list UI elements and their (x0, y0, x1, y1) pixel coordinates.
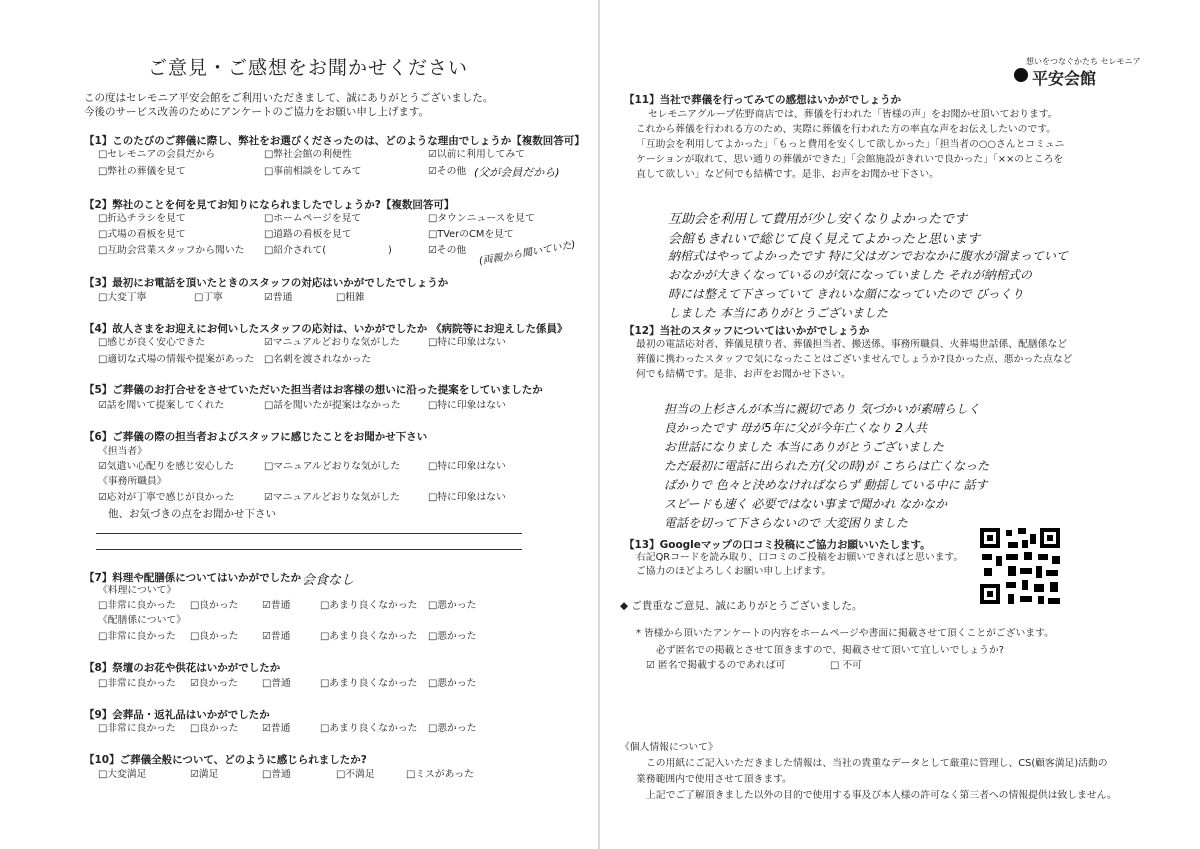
q7-handwritten-note: 会食なし (302, 573, 355, 588)
q8-opt-3[interactable]: □普通 (262, 678, 291, 689)
q9-opt-1[interactable]: □非常に良かった (98, 723, 176, 734)
q8-opt-4[interactable]: □あまり良くなかった (320, 678, 418, 689)
q9-opt-3[interactable]: ☑普通 (262, 723, 291, 734)
right-page (600, 0, 1200, 849)
publish-line-1: * 皆様から頂いたアンケートの内容をホームページや書面に掲載させて頂くことがございます。 (636, 628, 1054, 639)
q4-opt-4[interactable]: □適切な式場の情報や提案があった (98, 354, 255, 365)
q7-sub-food: 《料理について》 (98, 585, 177, 596)
q1-opt-6[interactable]: ☑その他 (428, 166, 467, 177)
q3-opt-1[interactable]: □大変丁寧 (98, 292, 147, 303)
publish-line-2: 必ず匿名での掲載とさせて頂きますので、掲載させて頂いて宜しいでしょうか? (656, 645, 1004, 656)
q12-answer-line-1: 担当の上杉さんが本当に親切であり 気づかいが素晴らしく (664, 402, 980, 416)
q6-opt2-3[interactable]: □特に印象はない (428, 492, 506, 503)
q11-text-3: 「互助会を利用してよかった」「もっと費用を安くして欲しかった」「担当者の○○さんとコミュニ (636, 139, 1065, 150)
q6-other-prompt: 他、お気づきの点をお聞かせ下さい (108, 508, 276, 520)
q8-opt-1[interactable]: □非常に良かった (98, 678, 176, 689)
q2-opt-8-close: ) (388, 245, 392, 256)
q1-handwritten-note: (父が会員だから) (474, 166, 560, 179)
q12-answer-line-4: ただ最初に電話に出られた方(父の時)が こちらは亡くなった (664, 459, 990, 473)
q6-opt1-3[interactable]: □特に印象はない (428, 461, 506, 472)
q7-opt2-3[interactable]: ☑普通 (262, 631, 291, 642)
q11-answer-line-1: 互助会を利用して費用が少し安くなりよかったです (668, 212, 968, 227)
q7-opt1-4[interactable]: □あまり良くなかった (320, 600, 418, 611)
privacy-text-1: この用紙にご記入いただきました情報は、当社の貴重なデータとして厳重に管理し、CS(顧客満足)活動の (646, 758, 1108, 769)
q11-answer-line-3: 納棺式はやってよかったです 特に父はガンでおなかに腹水が溜まっていて (668, 249, 1068, 263)
q13-label: 【13】Googleマップの口コミ投稿にご協力お願いいたします。 (624, 539, 931, 551)
q1-opt-3[interactable]: ☑以前に利用してみて (428, 149, 525, 160)
q10-opt-3[interactable]: □普通 (262, 769, 291, 780)
q1-label: 【1】このたびのご葬儀に際し、弊社をお選びくださったのは、どのような理由でしょうか【複数回答可】 (84, 135, 585, 147)
q4-label: 【4】故人さまをお迎えにお伺いしたスタッフの応対は、いかがでしたか 《病院等にお迎えした係員》 (84, 323, 568, 335)
q2-opt-7[interactable]: □互助会営業スタッフから聞いた (98, 245, 245, 256)
q12-answer-line-6: スピードも速く 必要ではない事まで聞かれ なかなか (664, 497, 948, 511)
q4-opt-1[interactable]: □感じが良く安心できた (98, 337, 206, 348)
q12-text-2: 葬儀に携わったスタッフで気になったことはございませんでしょうか?良かった点、悪かった点など (636, 354, 1073, 365)
q1-opt-1[interactable]: □セレモニアの会員だから (98, 149, 216, 160)
answer-line (96, 549, 522, 550)
q11-text-5: 直して欲しい」など何でも結構です。是非、お声をお聞かせ下さい。 (636, 169, 939, 180)
q2-opt-2[interactable]: □ホームページを見て (264, 213, 362, 224)
q10-opt-2[interactable]: ☑満足 (190, 769, 219, 780)
q12-text-3: 何でも結構です。是非、お声をお聞かせ下さい。 (636, 369, 851, 380)
q6-opt1-1[interactable]: ☑気遣い心配りを感じ安心した (98, 461, 235, 472)
q7-opt1-5[interactable]: □悪かった (428, 600, 477, 611)
q10-opt-5[interactable]: □ミスがあった (406, 769, 474, 780)
q7-opt1-2[interactable]: □良かった (190, 600, 239, 611)
q4-opt-2[interactable]: ☑マニュアルどおりな気がした (264, 337, 400, 348)
q12-answer-line-5: ばかりで 色々と決めなければならず 動揺している中に 話す (664, 478, 988, 492)
q3-label: 【3】最初にお電話を頂いたときのスタッフの対応はいかがでしたでしょうか (84, 277, 449, 289)
q9-opt-5[interactable]: □悪かった (428, 723, 477, 734)
q2-opt-8[interactable]: □紹介されて( (264, 245, 327, 256)
q2-opt-4[interactable]: □式場の看板を見て (98, 229, 186, 240)
q6-label: 【6】ご葬儀の際の担当者およびスタッフに感じたことをお聞かせ下さい (84, 431, 428, 443)
thanks-text: ◆ ご貴重なご意見、誠にありがとうございました。 (620, 600, 863, 612)
q11-label: 【11】当社で葬儀を行ってみての感想はいかがでしょうか (624, 94, 902, 106)
q7-opt2-5[interactable]: □悪かった (428, 631, 477, 642)
q11-answer-line-4: おなかが大きくなっているのが気になっていました それが納棺式の (668, 268, 1032, 282)
q6-opt2-2[interactable]: ☑マニュアルどおりな気がした (264, 492, 400, 503)
q13-text-1: 右記QRコードを読み取り、口コミのご投稿をお願いできればと思います。 (636, 552, 964, 563)
answer-line (96, 533, 522, 534)
privacy-label: 《個人情報について》 (620, 742, 718, 753)
publish-option-no[interactable]: □ 不可 (830, 660, 862, 671)
q3-opt-4[interactable]: □粗雑 (336, 292, 365, 303)
q7-opt1-1[interactable]: □非常に良かった (98, 600, 176, 611)
q5-label: 【5】ご葬儀のお打合せをさせていただいた担当者はお客様の想いに沿った提案をしていましたか (84, 384, 543, 396)
q7-opt1-3[interactable]: ☑普通 (262, 600, 291, 611)
q2-opt-1[interactable]: □折込チラシを見て (98, 213, 186, 224)
q8-label: 【8】祭壇のお花や供花はいかがでしたか (84, 662, 281, 674)
logo-mark-icon (1014, 68, 1028, 82)
q4-opt-3[interactable]: □特に印象はない (428, 337, 506, 348)
intro-line-2: 今後のサービス改善のためにアンケートのご協力をお願い申し上げます。 (84, 106, 430, 118)
q11-text-2: これから葬儀を行われる方のため、実際に葬儀を行われた方の率直な声をお伝えしたいのです。 (636, 124, 1057, 135)
q10-label: 【10】ご葬儀全般について、どのように感じられましたか? (84, 754, 367, 766)
q8-opt-2[interactable]: ☑良かった (190, 678, 238, 689)
q9-opt-2[interactable]: □良かった (190, 723, 239, 734)
q11-text-1: セレモニアグループ佐野商店では、葬儀を行われた「皆様の声」をお聞かせ頂いております。 (648, 109, 1058, 120)
q9-label: 【9】会葬品・返礼品はいかがでしたか (84, 709, 270, 721)
q11-text-4: ケーションが取れて、思い通りの葬儀ができた」「会館施設がきれいで良かった」「××のところを (636, 154, 1064, 165)
intro-line-1: この度はセレモニア平安会館をご利用いただきまして、誠にありがとうございました。 (84, 92, 494, 104)
page-title: ご意見・ご感想をお聞かせください (148, 57, 469, 79)
q2-opt-3[interactable]: □タウンニュースを見て (428, 213, 535, 224)
q8-opt-5[interactable]: □悪かった (428, 678, 477, 689)
q12-answer-line-3: お世話になりました 本当にありがとうございました (664, 440, 944, 454)
q10-opt-4[interactable]: □不満足 (336, 769, 375, 780)
q2-opt-9[interactable]: ☑その他 (428, 245, 467, 256)
q1-opt-5[interactable]: □事前相談をしてみて (264, 166, 362, 177)
q7-label: 【7】料理や配膳係についてはいかがでしたか (84, 572, 302, 584)
q1-opt-4[interactable]: □弊社の葬儀を見て (98, 166, 186, 177)
q7-opt2-4[interactable]: □あまり良くなかった (320, 631, 418, 642)
q3-opt-3[interactable]: ☑普通 (264, 292, 293, 303)
q9-opt-4[interactable]: □あまり良くなかった (320, 723, 418, 734)
q11-answer-line-6: しました 本当にありがとうございました (668, 306, 888, 320)
q6-sub-jimusho: 《事務所職員》 (98, 476, 167, 487)
q6-sub-tantousha: 《担当者》 (98, 446, 147, 457)
q2-handwritten-note: (両親から聞いていた) (478, 239, 577, 268)
q11-answer-line-2: 会館もきれいで総じて良く見えてよかったと思います (668, 232, 981, 247)
q5-opt-2[interactable]: □話を聞いたが提案はなかった (264, 400, 401, 411)
q7-sub-serving: 《配膳係について》 (98, 615, 186, 626)
logo-text: 平安会館 (1032, 69, 1097, 88)
q2-opt-5[interactable]: □道路の看板を見て (264, 229, 352, 240)
privacy-text-2: 業務範囲内で使用させて頂きます。 (636, 774, 792, 785)
q12-label: 【12】当社のスタッフについてはいかがでしょうか (624, 325, 870, 337)
q5-opt-3[interactable]: □特に印象はない (428, 400, 506, 411)
q6-opt2-1[interactable]: ☑応対が丁寧で感じが良かった (98, 492, 235, 503)
q7-opt2-1[interactable]: □非常に良かった (98, 631, 176, 642)
q1-opt-2[interactable]: □弊社会館の利便性 (264, 149, 352, 160)
q12-text-1: 最初の電話応対者、葬儀見積り者、葬儀担当者、搬送係、事務所職員、火葬場世話係、配膳係など (636, 339, 1068, 350)
q7-opt2-2[interactable]: □良かった (190, 631, 239, 642)
q4-opt-5[interactable]: □名刺を渡されなかった (264, 354, 372, 365)
q2-label: 【2】弊社のことを何を見てお知りになられましたでしょうか?【複数回答可】 (84, 199, 455, 211)
q6-opt1-2[interactable]: □マニュアルどおりな気がした (264, 461, 401, 472)
q11-answer-line-5: 時には整えて下さっていて きれいな顔になっていたので びっくり (668, 287, 1024, 301)
q3-opt-2[interactable]: □丁寧 (194, 292, 223, 303)
q12-answer-line-2: 良かったです 母が5年に父が今年亡くなり 2人共 (664, 421, 927, 435)
privacy-text-3: 上記でご了解頂きました以外の目的で使用する事及び本人様の許可なく第三者への情報提供は致しません。 (646, 790, 1117, 801)
q13-text-2: ご協力のほどよろしくお願い申し上げます。 (636, 566, 832, 577)
q12-answer-line-7: 電話を切って下さらないので 大変困りました (664, 516, 908, 530)
publish-option-yes[interactable]: ☑ 匿名で掲載するのであれば可 (646, 660, 786, 671)
q5-opt-1[interactable]: ☑話を聞いて提案してくれた (98, 400, 225, 411)
q2-opt-6[interactable]: □TVerのCMを見て (428, 229, 514, 240)
qr-code-icon[interactable] (978, 526, 1064, 608)
q10-opt-1[interactable]: □大変満足 (98, 769, 147, 780)
logo-tagline: 想いをつなぐかたち セレモニア (1026, 57, 1141, 66)
